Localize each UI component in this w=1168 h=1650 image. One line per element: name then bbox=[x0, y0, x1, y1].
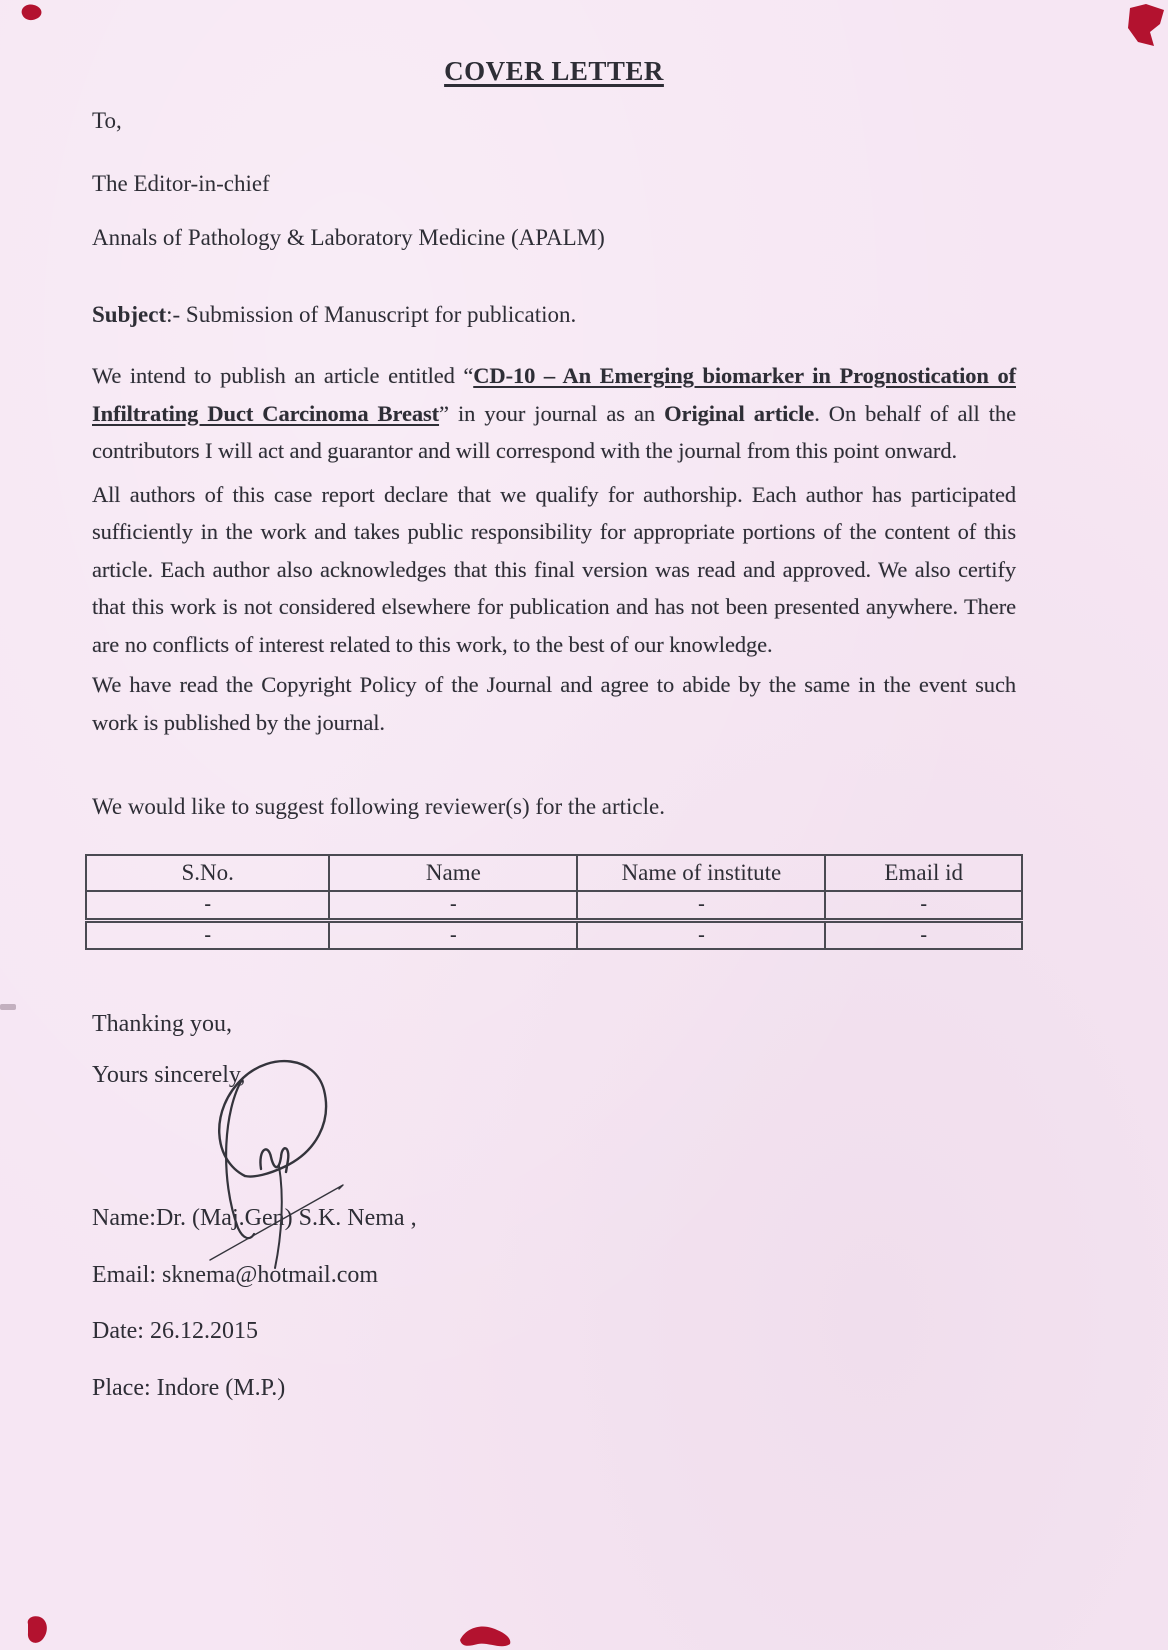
article-type-emphasis: Original article bbox=[664, 400, 815, 426]
para1-lead: We intend to publish an article entitled “ bbox=[92, 363, 474, 388]
cell-institute: - bbox=[577, 920, 825, 949]
scan-mark-bottom-left bbox=[22, 1614, 50, 1646]
reviewer-suggestion-line: We would like to suggest following reviewer(s) for the article. bbox=[92, 794, 665, 819]
closing-thanks: Thanking you, bbox=[92, 1011, 232, 1037]
subject-text: :- Submission of Manuscript for publication. bbox=[166, 302, 577, 327]
signer-email-line: Email: sknema@hotmail.com bbox=[92, 1262, 379, 1288]
cell-email: - bbox=[825, 920, 1022, 949]
cell-sno: - bbox=[86, 891, 329, 920]
reviewer-table-header-row bbox=[86, 855, 1022, 891]
cell-institute: - bbox=[577, 891, 825, 920]
column-header-name: Name bbox=[329, 855, 577, 891]
recipient-line-2: Annals of Pathology & Laboratory Medicine (APALM) bbox=[92, 225, 605, 250]
paragraph-intent-to-publish bbox=[92, 357, 1016, 470]
closing-sincerely: Yours sincerely, bbox=[92, 1062, 246, 1088]
letter-content bbox=[92, 0, 1016, 1403]
cell-sno: - bbox=[86, 920, 329, 949]
subject-line bbox=[92, 300, 1016, 330]
table-row bbox=[86, 891, 1022, 920]
letter-title bbox=[92, 54, 1016, 88]
table-row bbox=[86, 920, 1022, 949]
cell-name: - bbox=[329, 920, 577, 949]
article-title-emphasis: CD-10 – An Emerging biomarker in Prognostication of Infiltrating Duct Carcinoma Breast bbox=[92, 363, 1016, 426]
paragraph-copyright-policy: We have read the Copyright Policy of the Journal and agree to abide by the same in the event such work is published by the journal. bbox=[92, 672, 1016, 735]
para1-mid: ” in your journal as an bbox=[439, 400, 665, 426]
signer-name-line: Name:Dr. (Maj.Gen) S.K. Nema , bbox=[92, 1205, 417, 1231]
cell-name: - bbox=[329, 891, 577, 920]
recipient-line-1: The Editor-in-chief bbox=[92, 171, 270, 196]
column-header-email: Email id bbox=[825, 855, 1022, 891]
salutation: To, bbox=[92, 108, 122, 133]
scan-mark-bottom-center bbox=[458, 1624, 514, 1650]
paragraph-authorship-declaration: All authors of this case report declare that we qualify for authorship. Each author has participated sufficiently in the work and takes public responsibility for appropriate portions of the content of this article. Each author also acknowledges that this final version was read and approved. We also certify that this work is not considered elsewhere for publication and has not been presented anywhere. There are no conflicts of interest related to this work, to the best of our knowledge. bbox=[92, 481, 1016, 657]
scan-mark-left-edge-dash bbox=[0, 1004, 16, 1010]
signer-place-line: Place: Indore (M.P.) bbox=[92, 1375, 286, 1401]
scan-mark-top-left bbox=[18, 2, 46, 22]
scan-mark-top-right bbox=[1120, 2, 1166, 50]
signer-date-line: Date: 26.12.2015 bbox=[92, 1318, 258, 1344]
cell-email: - bbox=[825, 891, 1022, 920]
letter-title-text: COVER LETTER bbox=[444, 56, 664, 86]
subject-label: Subject bbox=[92, 302, 167, 327]
column-header-sno: S.No. bbox=[86, 855, 329, 891]
para1-tail: . On behalf of all the contributors I will act and guarantor and will correspond with the journal from this point onward. bbox=[92, 400, 1016, 463]
signer-block bbox=[92, 1203, 1016, 1403]
reviewer-table bbox=[85, 854, 1023, 950]
column-header-institute: Name of institute bbox=[577, 855, 825, 891]
